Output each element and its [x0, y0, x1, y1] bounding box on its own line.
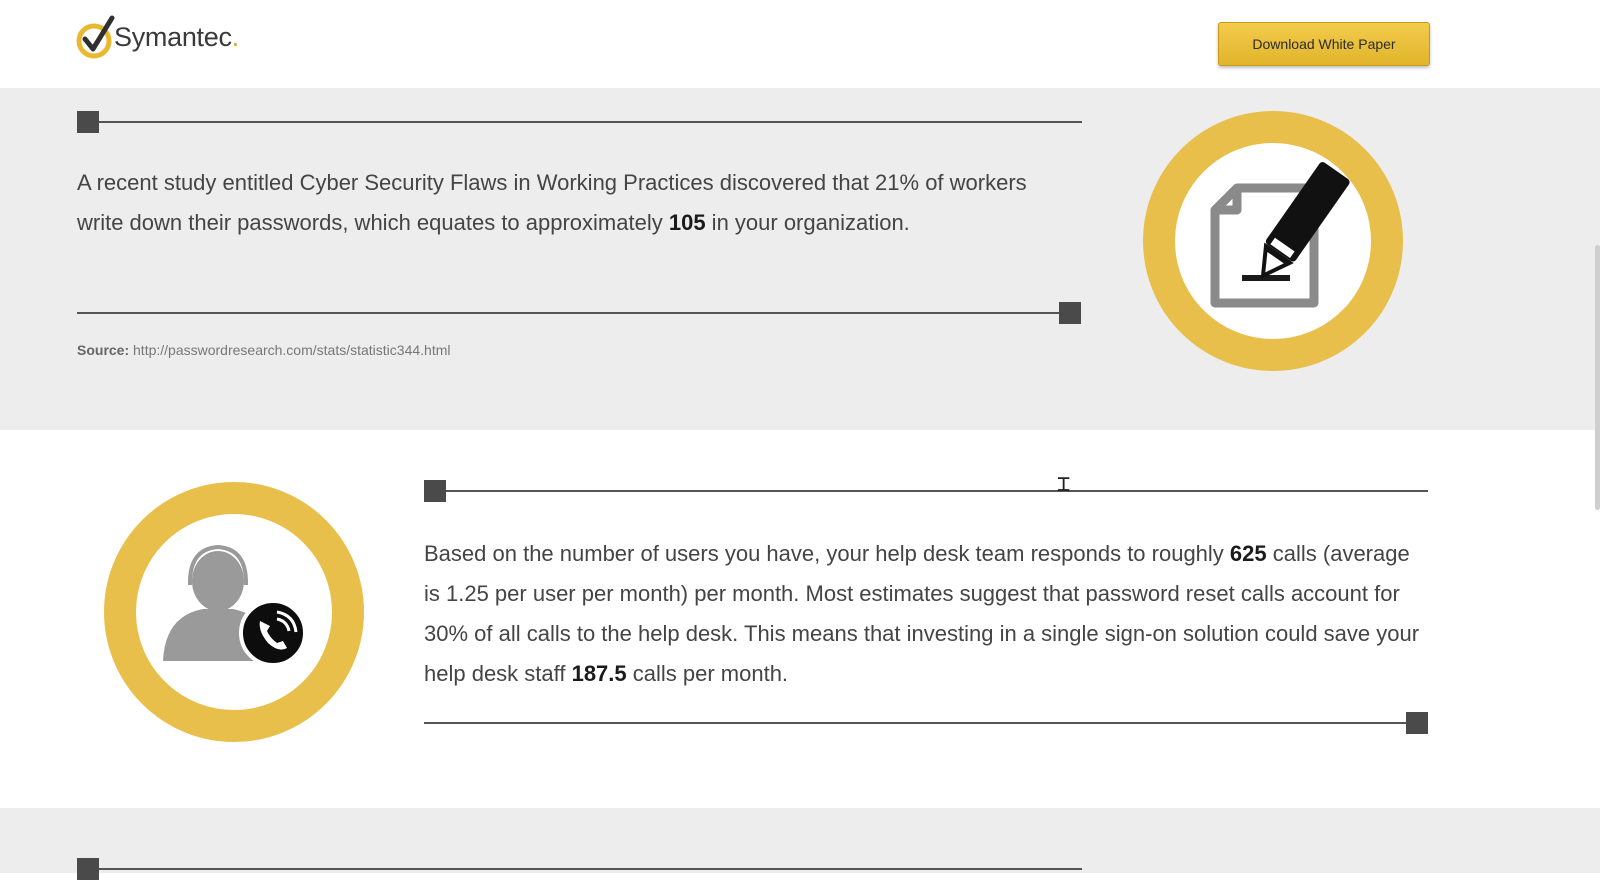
rule-marker	[77, 858, 99, 880]
helpdesk-agent-phone-icon	[103, 481, 365, 743]
calls-count-highlight: 625	[1229, 541, 1267, 566]
divider-bottom	[77, 312, 1060, 314]
stat-section-next	[0, 808, 1600, 873]
stat-paragraph-passwords: A recent study entitled Cyber Security Flaws in Working Practices discovered that 21% of workers write down their passwords, which equates to approximately 105 in your organization.	[77, 170, 1027, 235]
rule-marker	[1059, 302, 1081, 324]
source-link[interactable]: http://passwordresearch.com/stats/statistic344.html	[133, 342, 451, 358]
text-cursor-icon: ⌶	[1057, 472, 1071, 497]
rule-marker	[1406, 712, 1428, 734]
divider-top	[446, 490, 1428, 492]
download-white-paper-button[interactable]: Download White Paper	[1218, 22, 1430, 66]
document-pencil-badge	[1142, 110, 1404, 377]
logo-wordmark: Symantec.	[114, 21, 239, 52]
stat-paragraph-helpdesk: Based on the number of users you have, your help desk team responds to roughly 625 calls (average is 1.25 per user per month) per month. Most estimates suggest that password reset calls account for 30% of all calls to the help desk. This means that investing in a single sign-on solution could save your help desk staff 187.5 calls per month.	[424, 541, 1420, 686]
site-header	[0, 0, 1600, 88]
divider-top	[99, 121, 1082, 123]
divider-top	[99, 868, 1082, 870]
checkmark-seal-icon	[76, 14, 118, 60]
helpdesk-badge	[103, 481, 365, 748]
employee-count-highlight: 105	[668, 210, 706, 235]
divider-bottom	[424, 722, 1407, 724]
source-citation: Source: http://passwordresearch.com/stats/statistic344.html	[77, 342, 451, 358]
calls-saved-highlight: 187.5	[571, 661, 627, 686]
document-pencil-icon	[1142, 110, 1404, 372]
scrollbar-thumb[interactable]	[1595, 245, 1600, 510]
rule-marker	[77, 111, 99, 133]
rule-marker	[424, 480, 446, 502]
symantec-logo[interactable]	[76, 14, 239, 60]
